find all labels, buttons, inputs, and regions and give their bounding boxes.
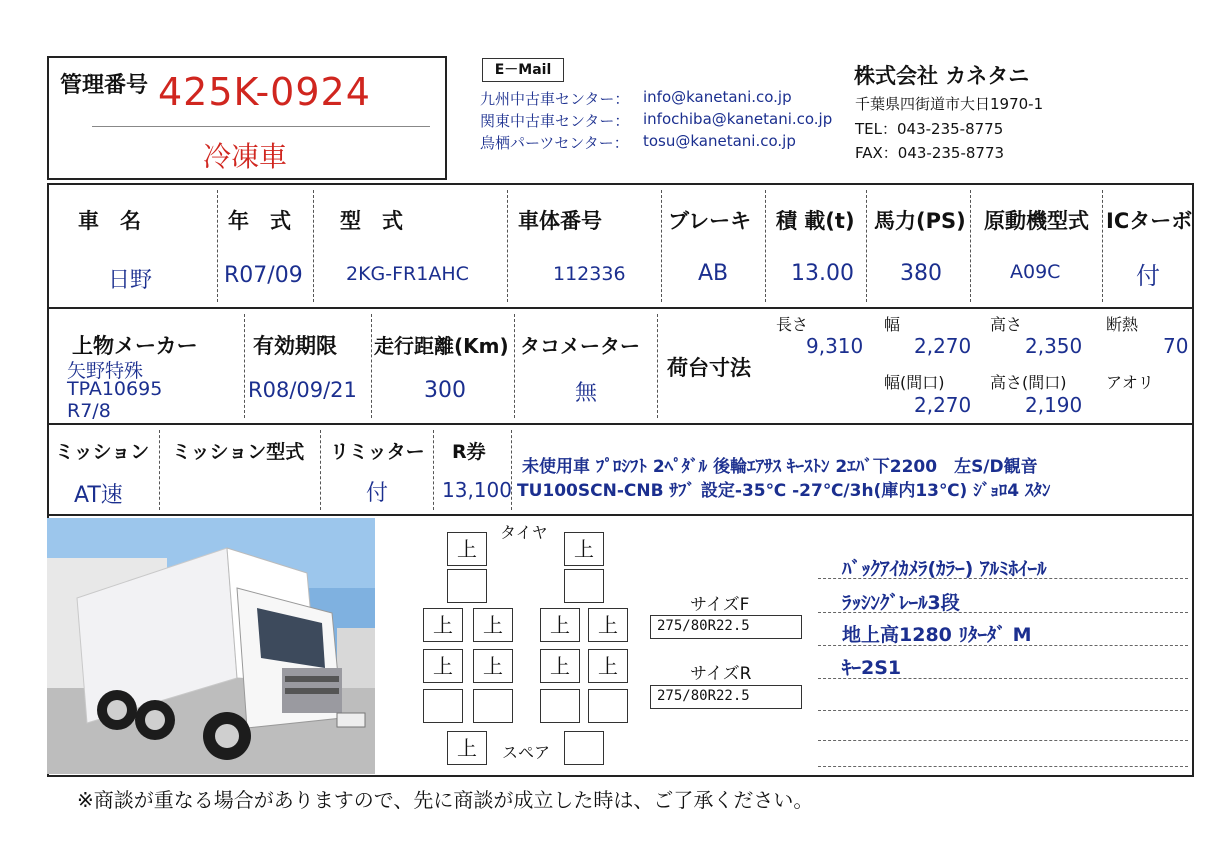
dim-length: 9,310	[806, 334, 864, 358]
value-mileage: 300	[424, 378, 466, 403]
header-year: 年 式	[228, 209, 291, 233]
equipment-line	[818, 678, 1188, 679]
tire-rear2-left-outer: 上	[423, 649, 463, 683]
tire-rear1-right-outer: 上	[588, 608, 628, 642]
dim-height-open-label: 高さ(間口)	[990, 373, 1067, 392]
equipment-1: ﾊﾞｯｸｱｲｶﾒﾗ(ｶﾗｰ) ｱﾙﾐﾎｲｰﾙ	[842, 558, 1047, 580]
tire-rear2-left-inner: 上	[473, 649, 513, 683]
tire-rear2-right-outer: 上	[588, 649, 628, 683]
row-separator	[47, 423, 1194, 425]
tire-front-left: 上	[447, 532, 487, 566]
col-divider	[765, 190, 766, 302]
dim-insulation-label: 断熱	[1106, 315, 1139, 334]
tire-front-left-2	[447, 569, 487, 603]
notes-line-1: 未使用車 ﾌﾟﾛｼﾌﾄ 2ﾍﾟﾀﾞﾙ 後輪ｴｱｻｽ ｷｰｽﾄﾝ 2ｴﾊﾞ下2200 左S/D観音	[522, 457, 1038, 477]
col-divider	[433, 430, 434, 510]
dim-height-label: 高さ	[990, 315, 1023, 334]
value-turbo: 付	[1136, 262, 1160, 290]
tire-spare-1: 上	[447, 731, 487, 765]
header-limiter: リミッター	[330, 441, 425, 463]
equipment-2: ﾗｯｼﾝｸﾞﾚｰﾙ3段	[842, 592, 960, 614]
value-r-ticket: 13,100	[442, 478, 512, 502]
col-divider	[217, 190, 218, 302]
tire-title: タイヤ	[500, 523, 548, 542]
header-engine: 原動機型式	[984, 209, 1089, 233]
tire-rear1-right-inner: 上	[540, 608, 580, 642]
dim-width-label: 幅	[884, 315, 901, 334]
company-address: 千葉県四街道市大日1970-1	[855, 95, 1044, 113]
tire-rear1-left-inner: 上	[473, 608, 513, 642]
spare-label: スペア	[502, 743, 551, 762]
size-f-label: サイズF	[690, 595, 750, 615]
header-car-name: 車 名	[78, 209, 141, 233]
email-address-2[interactable]: infochiba@kanetani.co.jp	[643, 110, 833, 128]
tire-front-right: 上	[564, 532, 604, 566]
header-r-ticket: R券	[452, 441, 486, 463]
dim-width: 2,270	[914, 334, 972, 358]
header-mission-type: ミッション型式	[172, 441, 305, 463]
col-divider	[1102, 190, 1103, 302]
header-tacho: タコメーター	[520, 334, 640, 358]
email-center-2: 関東中古車センター：	[480, 112, 630, 130]
row-separator	[47, 307, 1194, 309]
col-divider	[244, 314, 245, 418]
dim-height-open: 2,190	[1025, 393, 1083, 417]
size-r-label: サイズR	[690, 664, 752, 684]
value-chassis: 112336	[553, 263, 626, 285]
equipment-4: ｷｰ2S1	[842, 657, 902, 679]
col-divider	[514, 314, 515, 418]
dim-height: 2,350	[1025, 334, 1083, 358]
header-brake: ブレーキ	[668, 209, 752, 233]
notes-line-2: TU100SCN-CNB ｻﾌﾞ 設定-35℃ -27℃/3h(庫内13℃) ｼﾞｮﾛ4 ｽﾀﾝ	[517, 481, 1051, 501]
header-body-maker: 上物メーカー	[72, 334, 198, 358]
tire-rear3-right-inner	[540, 689, 580, 723]
col-divider	[970, 190, 971, 302]
dim-width-open: 2,270	[914, 393, 972, 417]
col-divider	[159, 430, 160, 510]
header-chassis: 車体番号	[518, 209, 602, 233]
email-center-3: 鳥栖パーツセンター：	[480, 134, 629, 152]
body-maker-line-3: R7/8	[67, 400, 111, 422]
value-horsepower: 380	[900, 261, 942, 286]
tire-rear3-right-outer	[588, 689, 628, 723]
tire-spare-2	[564, 731, 604, 765]
divider	[92, 126, 430, 127]
value-expiry: R08/09/21	[248, 378, 357, 402]
size-f-value: 275/80R22.5	[650, 615, 802, 639]
equipment-line	[818, 710, 1188, 711]
dim-insulation: 70	[1163, 334, 1189, 358]
header-mileage: 走行距離(Km)	[374, 334, 509, 358]
tire-rear2-right-inner: 上	[540, 649, 580, 683]
tire-front-right-2	[564, 569, 604, 603]
equipment-line	[818, 766, 1188, 767]
col-divider	[661, 190, 662, 302]
email-center-1: 九州中古車センター：	[480, 90, 630, 108]
col-divider	[657, 314, 658, 418]
header-model: 型 式	[340, 209, 403, 233]
col-divider	[507, 190, 508, 302]
value-limiter: 付	[366, 481, 389, 506]
equipment-line	[818, 612, 1188, 613]
equipment-3: 地上高1280 ﾘﾀｰﾀﾞ M	[842, 624, 1032, 646]
dim-length-label: 長さ	[776, 315, 809, 334]
size-r-value: 275/80R22.5	[650, 685, 802, 709]
dim-aori-label: アオリ	[1106, 373, 1154, 392]
footer-note: ※商談が重なる場合がありますので、先に商談が成立した時は、ご了承ください。	[77, 788, 814, 812]
body-maker-line-1: 矢野特殊	[67, 360, 144, 382]
value-payload: 13.00	[791, 261, 854, 286]
tire-rear3-left-outer	[423, 689, 463, 723]
header-payload: 積 載(t)	[776, 209, 855, 233]
col-divider	[320, 430, 321, 510]
col-divider	[313, 190, 314, 302]
truck-photo	[47, 518, 375, 774]
header-expiry: 有効期限	[253, 334, 337, 358]
header-cargo-dims: 荷台寸法	[667, 356, 751, 380]
row-separator	[47, 514, 1194, 516]
body-maker-line-2: TPA10695	[67, 378, 163, 400]
company-fax: FAX：043-235-8773	[855, 144, 1005, 162]
col-divider	[866, 190, 867, 302]
company-tel: TEL：043-235-8775	[855, 120, 1004, 138]
value-mission: AT速	[74, 483, 123, 508]
company-name: 株式会社 カネタニ	[854, 64, 1030, 88]
management-number: 425K-0924	[158, 70, 371, 114]
value-car-name: 日野	[108, 268, 153, 293]
email-address-1[interactable]: info@kanetani.co.jp	[643, 88, 792, 106]
value-engine: A09C	[1010, 261, 1061, 283]
value-year: R07/09	[224, 263, 303, 288]
email-address-3[interactable]: tosu@kanetani.co.jp	[643, 132, 796, 150]
tire-rear3-left-inner	[473, 689, 513, 723]
equipment-line	[818, 578, 1188, 579]
tire-rear1-left-outer: 上	[423, 608, 463, 642]
header-turbo: ICターボ	[1106, 209, 1193, 233]
dim-width-open-label: 幅(間口)	[884, 373, 945, 392]
header-horsepower: 馬力(PS)	[874, 209, 966, 233]
header-mission: ミッション	[55, 441, 150, 463]
value-model: 2KG-FR1AHC	[346, 263, 469, 285]
equipment-line	[818, 645, 1188, 646]
value-brake: AB	[698, 261, 729, 286]
vehicle-type: 冷凍車	[203, 140, 288, 173]
value-tacho: 無	[575, 381, 598, 406]
equipment-line	[818, 740, 1188, 741]
email-title: E－Mail	[482, 58, 564, 82]
management-label: 管理番号	[60, 73, 149, 98]
col-divider	[371, 314, 372, 418]
